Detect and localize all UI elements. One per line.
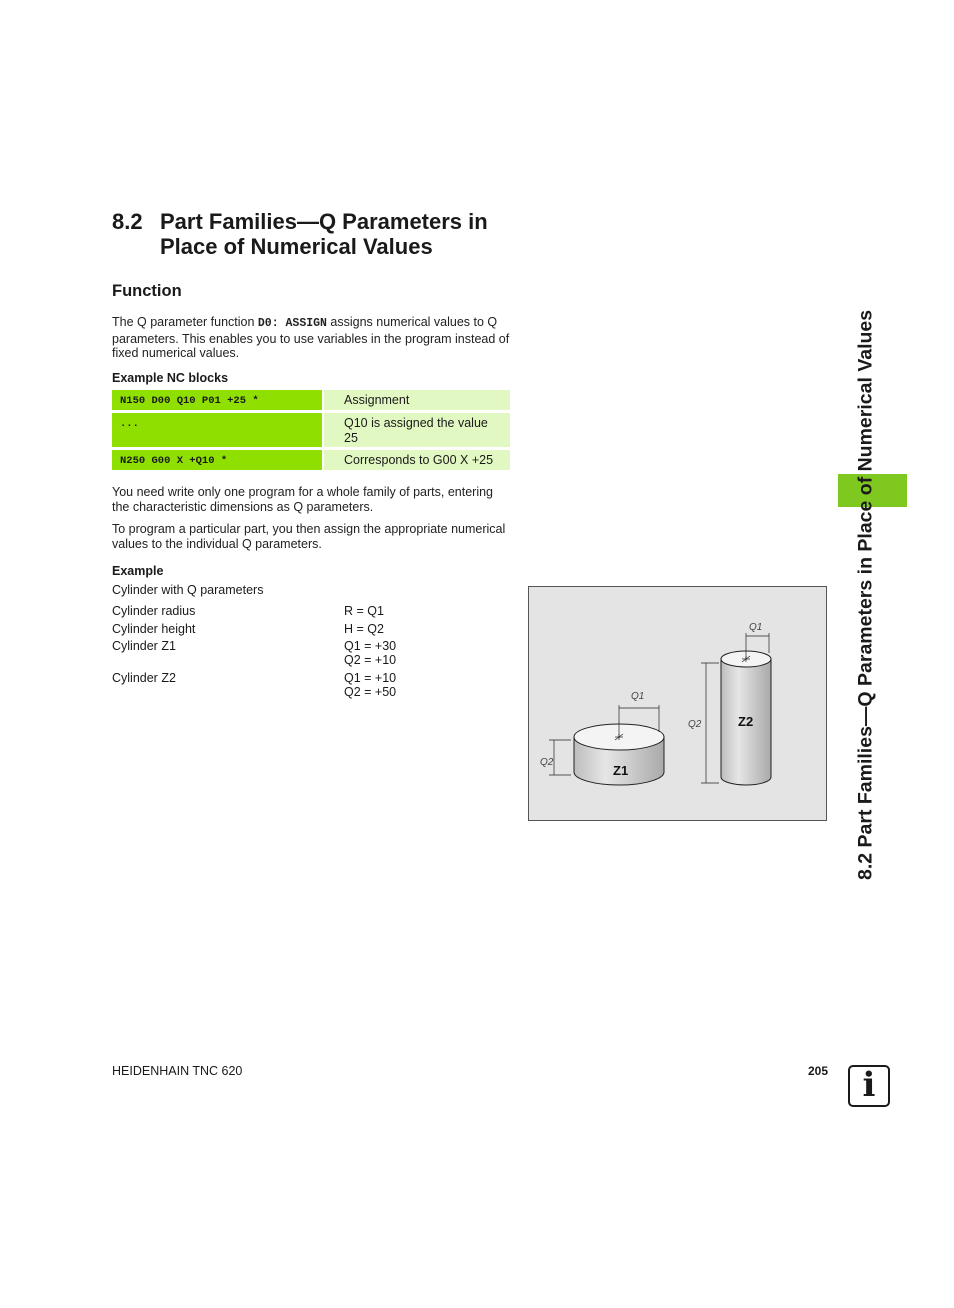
list-item [112, 639, 396, 667]
table-row [112, 390, 510, 410]
nc-code-cell: N150 D00 Q10 P01 +25 * [112, 390, 322, 410]
example-value: H = Q2 [344, 621, 384, 636]
label-q1-z2: Q1 [749, 622, 763, 633]
example-intro: Cylinder with Q parameters [112, 583, 264, 597]
example-value: Q2 = +10 [344, 653, 397, 667]
nc-desc-cell: Corresponds to G00 X +25 [324, 450, 510, 470]
label-q2-z1: Q2 [540, 757, 554, 768]
chapter-title [112, 209, 532, 259]
page-number: 205 [808, 1064, 829, 1078]
label-z2: Z2 [738, 714, 754, 729]
table-row [112, 450, 510, 470]
info-glyph: i [862, 1065, 876, 1105]
side-tab-title: 8.2 Part Families—Q Parameters in Place of Numerical Values [854, 309, 877, 880]
intro-post: assigns numerical values to Q parameters. This enables you to use variables in the program instead of fixed numerical values. [112, 315, 510, 360]
example-value: Q2 = +50 [344, 684, 397, 699]
chapter-title-line2: Place of Numerical Values [160, 234, 433, 259]
example-label: Cylinder Z2 [112, 670, 176, 685]
cylinder-z2 [688, 622, 771, 785]
list-item [112, 622, 396, 636]
label-q2-z2: Q2 [688, 719, 702, 730]
nc-code-cell: N250 G00 X +Q10 * [112, 450, 322, 470]
cylinder-z1 [540, 691, 664, 785]
list-item [112, 671, 396, 699]
cylinder-illustration [529, 587, 826, 820]
section-heading: Function [112, 282, 182, 300]
example-value: Q1 = +30 [344, 639, 397, 653]
cylinder-figure [528, 586, 827, 821]
nc-example-table [112, 390, 510, 473]
label-z1: Z1 [613, 763, 629, 778]
intro-code: D0: ASSIGN [257, 317, 327, 330]
list-item [112, 604, 396, 618]
nc-desc-cell: Assignment [324, 390, 510, 410]
label-q1-z1: Q1 [631, 691, 645, 702]
example-value: R = Q1 [344, 604, 384, 618]
example-value: Q1 = +10 [344, 670, 397, 685]
intro-paragraph [112, 315, 510, 361]
example-label: Cylinder Z1 [112, 639, 176, 653]
example-label: Cylinder radius [112, 604, 196, 618]
paragraph-assign-values: To program a particular part, you then assign the appropriate numerical values to the individual Q parameters. [112, 522, 506, 551]
info-icon [848, 1065, 890, 1107]
footer-product: HEIDENHAIN TNC 620 [112, 1064, 243, 1078]
paragraph-part-family: You need write only one program for a whole family of parts, entering the characteristic dimensions as Q parameters. [112, 485, 493, 514]
nc-code-cell: ... [112, 413, 322, 447]
chapter-number: 8.2 [112, 209, 143, 234]
table-row [112, 413, 510, 447]
nc-example-heading: Example NC blocks [112, 371, 229, 385]
example-heading: Example [112, 564, 164, 578]
nc-desc-cell: Q10 is assigned the value 25 [324, 413, 510, 447]
chapter-title-line1: Part Families—Q Parameters in [160, 209, 488, 234]
intro-pre: The Q parameter function [112, 315, 258, 329]
example-label: Cylinder height [112, 621, 196, 636]
example-table [112, 604, 396, 702]
